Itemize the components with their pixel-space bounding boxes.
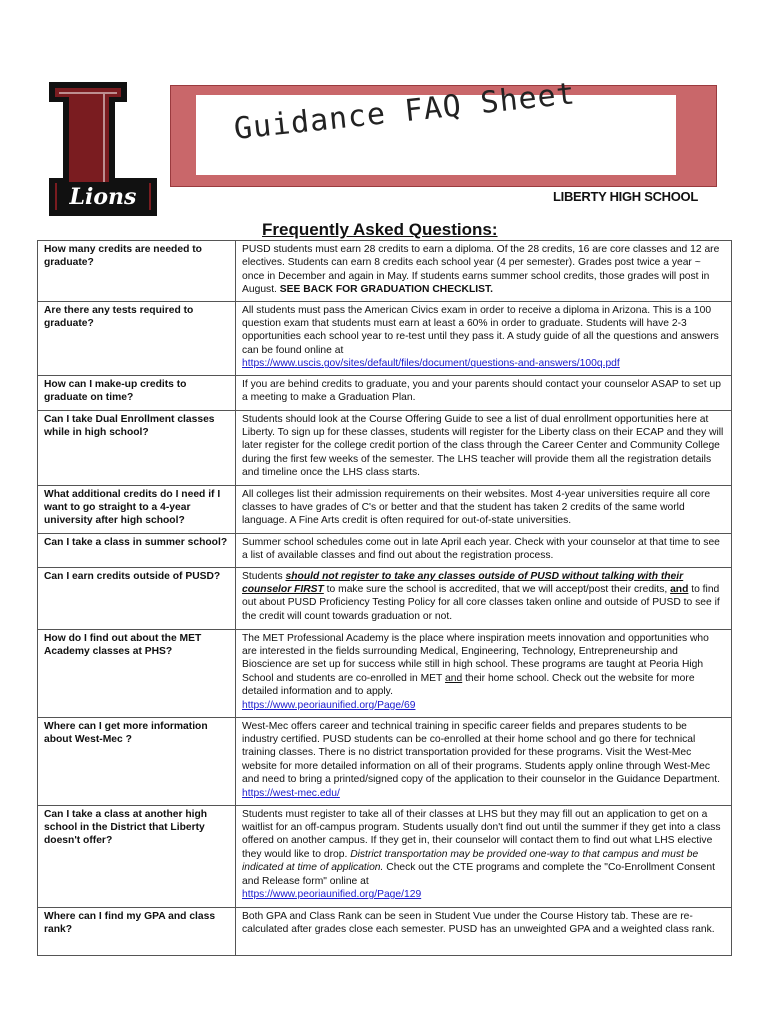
met-academy-link[interactable]: https://www.peoriaunified.org/Page/69	[242, 699, 416, 711]
west-mec-link[interactable]: https://west-mec.edu/	[242, 787, 340, 799]
faq-heading: Frequently Asked Questions:	[262, 220, 498, 239]
faq-row	[38, 717, 732, 805]
civics-link[interactable]: https://www.uscis.gov/sites/default/files/document/questions-and-answers/100q.pdf	[242, 358, 620, 370]
faq-answer: All students must pass the American Civics exam in order to receive a diploma in Arizona. This is a 100 question exam that students must earn at least a 60% in order to graduate. Students will have 2-3 opportunities each school year to re-test until they pass it. A study guide of all the questions and answers can be found online at https://www.uscis.gov/sites/default/files/document/questions-and-answers/100q.pdf	[236, 301, 732, 375]
faq-question: How can I make-up credits to graduate on time?	[38, 375, 236, 410]
faq-answer: West-Mec offers career and technical training in specific career fields and prepares students to be industry certified. PUSD students can be co-enrolled at their home school and go there for technical training classes. There is no district transportation provided for these programs. Visit the West-Mec website for more detailed information on all of their programs. Students apply online through West-Mec and need to bring a printed/signed copy of the application to their counselor in the Guidance Department. https://west-mec.edu/	[236, 717, 732, 805]
school-name: LIBERTY HIGH SCHOOL	[553, 189, 699, 204]
faq-question: Can I take a class in summer school?	[38, 533, 236, 567]
faq-question: Are there any tests required to graduate?	[38, 301, 236, 375]
cte-programs-link[interactable]: https://www.peoriaunified.org/Page/129	[242, 889, 422, 901]
faq-row	[38, 629, 732, 717]
faq-row	[38, 907, 732, 955]
faq-answer: PUSD students must earn 28 credits to earn a diploma. Of the 28 credits, 16 are core classes and 12 are electives. Students can earn 8 credits each school year (4 per semester). Grades post twice a year ~ once in December and again in May. If students earns summer school credits, those grades will post in August. SEE BACK FOR GRADUATION CHECKLIST.	[236, 241, 732, 302]
faq-question: Can I earn credits outside of PUSD?	[38, 567, 236, 629]
faq-row	[38, 805, 732, 907]
logo-text: Lions	[69, 184, 137, 210]
faq-row	[38, 241, 732, 302]
faq-answer: Students should look at the Course Offering Guide to see a list of dual enrollment opportunities here at Liberty. To sign up for these classes, students will register for the Liberty class on their ECAP and they will later register for the college credit portion of the class through the Career Center and Community College during the first few weeks of the semester. The LHS teacher will provide them all the registration details and timeline once the LHS class starts.	[236, 410, 732, 485]
faq-row	[38, 567, 732, 629]
faq-answer: All colleges list their admission requirements on their websites. Most 4-year universities require all core classes to have grades of C's or better and that the student has taken 2 credits of the same world language. A Fine Arts credit is often required for out-of-state universities.	[236, 485, 732, 533]
faq-row	[38, 301, 732, 375]
faq-row	[38, 485, 732, 533]
faq-answer: The MET Professional Academy is the place where inspiration meets innovation and opportunities who are interested in the fields surrounding Medical, Engineering, Technology, Entrepreneurship and Bioscience are set up for success while still in high school. These programs are taught at Peoria High School and students are co-enrolled in MET and their home school. Check out the website for more detailed information and to apply. https://www.peoriaunified.org/Page/69	[236, 629, 732, 717]
faq-question: Can I take a class at another high school in the District that Liberty doesn't offer?	[38, 805, 236, 907]
faq-answer: Summer school schedules come out in late April each year. Check with your counselor at that time to see a list of available classes and find out about the registration process.	[236, 533, 732, 567]
faq-question: Where can I find my GPA and class rank?	[38, 907, 236, 955]
faq-answer: If you are behind credits to graduate, you and your parents should contact your counselor ASAP to set up a meeting to make a Graduation Plan.	[236, 375, 732, 410]
faq-answer: Students must register to take all of their classes at LHS but they may fill out an application to get on a waitlist for an off-campus program. Students usually don't find out until the summer if they get into a class offered on another campus. If they get in, their counselor will contact them to find out what LHS elective they would like to drop. District transportation may be provided one-way to that campus and must be indicated at time of application. Check out the CTE programs and complete the "Co-Enrollment Consent and Release form" online at https://www.peoriaunified.org/Page/129	[236, 805, 732, 907]
faq-question: Where can I get more information about West-Mec ?	[38, 717, 236, 805]
faq-table	[37, 240, 732, 956]
faq-question: What additional credits do I need if I want to go straight to a 4-year university after high school?	[38, 485, 236, 533]
faq-answer: Both GPA and Class Rank can be seen in Student Vue under the Course History tab. These are re-calculated after grades close each semester. PUSD has an unweighted GPA and a weighted class rank.	[236, 907, 732, 955]
faq-row	[38, 375, 732, 410]
faq-question: Can I take Dual Enrollment classes while in high school?	[38, 410, 236, 485]
faq-question: How do I find out about the MET Academy classes at PHS?	[38, 629, 236, 717]
faq-question: How many credits are needed to graduate?	[38, 241, 236, 302]
faq-answer: Students should not register to take any classes outside of PUSD without talking with their counselor FIRST to make sure the school is accredited, that we will accept/post their credits, and to find out about PUSD Proficiency Testing Policy for all core classes taken online and outside of PUSD to see if the credit will count towards graduation or not.	[236, 567, 732, 629]
lions-logo	[47, 80, 159, 218]
faq-row	[38, 410, 732, 485]
banner-title: Guidance FAQ Sheet	[232, 76, 578, 147]
faq-row	[38, 533, 732, 567]
